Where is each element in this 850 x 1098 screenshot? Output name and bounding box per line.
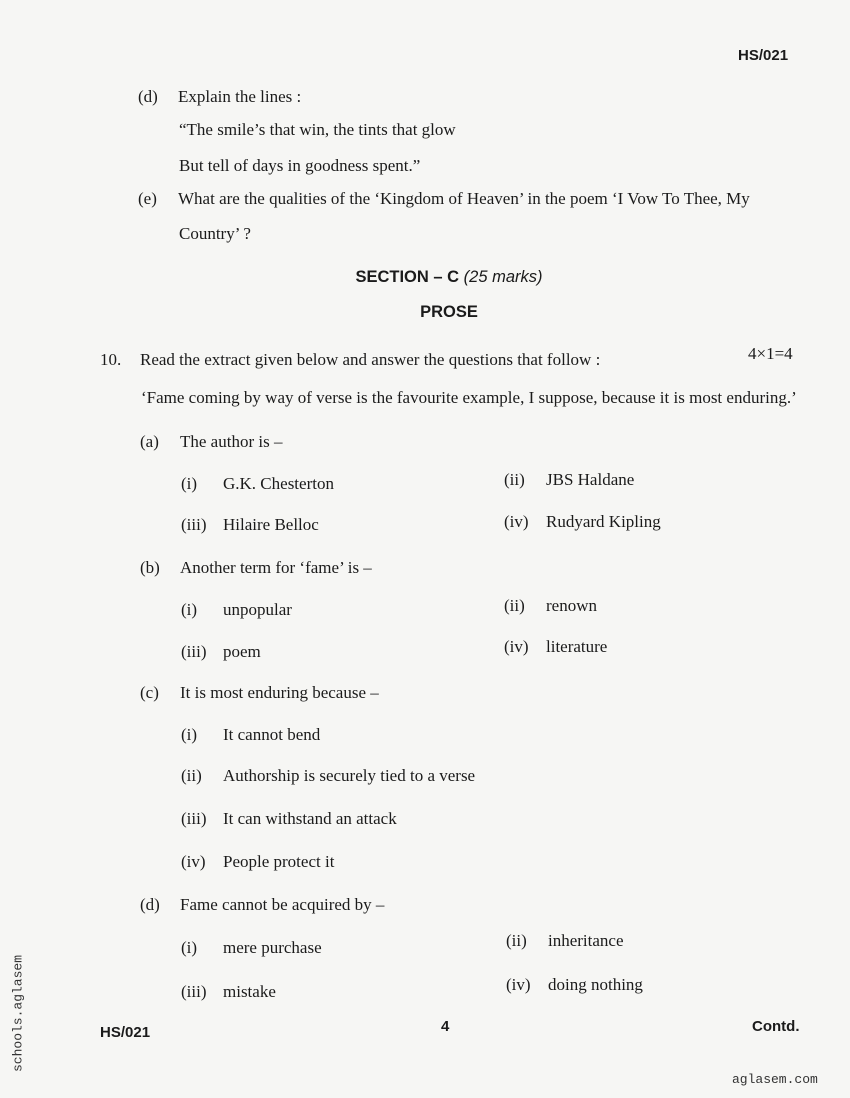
option-number: (iv) [504,637,529,656]
option-number: (i) [181,474,198,493]
part-d-question [138,87,301,107]
option-number: (iv) [504,512,529,531]
q10-c-label: (c) [140,683,159,702]
option-text: renown [546,596,597,615]
option-number: (ii) [504,596,525,615]
option-number: (iii) [181,809,207,828]
q10-heading [100,350,600,370]
q10-a-option-i [181,474,334,494]
option-number: (ii) [504,470,525,489]
poem-line-2: But tell of days in goodness spent.” [179,156,421,175]
option-number: (iii) [181,642,207,661]
q10-c-question [140,683,379,703]
q10-d-question [140,895,384,915]
q10-b-text: Another term for ‘fame’ is – [180,558,372,577]
q10-d-option-i [181,938,322,958]
q10-d-label: (d) [140,895,160,914]
q10-c-option-i [181,725,320,745]
option-text: Rudyard Kipling [546,512,661,531]
q10-b-option-i [181,600,292,620]
bottom-watermark: aglasem.com [732,1072,818,1087]
option-text: It can withstand an attack [223,809,397,828]
option-text: poem [223,642,261,661]
q10-a-option-ii [504,470,634,490]
q10-a-label: (a) [140,432,159,451]
option-number: (i) [181,938,198,957]
paper-code-footer: HS/021 [100,1024,151,1041]
option-text: It cannot bend [223,725,321,744]
side-watermark: schools.aglasem [10,954,26,1073]
option-number: (i) [181,600,198,619]
option-text: unpopular [223,600,292,619]
q10-text: Read the extract given below and answer the questions that follow : [140,350,601,369]
q10-c-option-iv [181,852,334,872]
option-text: G.K. Chesterton [223,474,334,493]
q10-d-option-iii [181,982,276,1002]
option-text: mistake [223,982,276,1001]
section-title [0,268,850,287]
section-subtitle: PROSE [420,303,478,321]
q10-c-option-iii [181,809,397,829]
option-number: (i) [181,725,198,744]
q10-d-option-iv [506,975,643,995]
q10-b-option-iii [181,642,261,662]
part-d-label: (d) [138,87,158,106]
option-text: doing nothing [548,975,643,994]
q10-extract: ‘Fame coming by way of verse is the favourite example, I suppose, because it is most enduring.’ [141,388,797,407]
q10-a-option-iv [504,512,661,532]
part-d-text: Explain the lines : [178,87,302,106]
q10-b-option-ii [504,596,597,616]
poem-line-1: “The smile’s that win, the tints that glow [179,120,456,139]
option-number: (iii) [181,982,207,1001]
part-e-label: (e) [138,189,157,208]
option-number: (iii) [181,515,207,534]
option-text: mere purchase [223,938,322,957]
part-e-text-line2: Country’ ? [179,224,251,243]
option-number: (ii) [181,766,202,785]
option-text: Hilaire Belloc [223,515,319,534]
q10-a-text: The author is – [180,432,283,451]
q10-d-option-ii [506,931,624,951]
part-e-text-line1: What are the qualities of the ‘Kingdom of Heaven’ in the poem ‘I Vow To Thee, My [178,189,750,208]
q10-a-option-iii [181,515,319,535]
q10-b-question [140,558,372,578]
page-number: 4 [441,1018,450,1035]
option-number: (ii) [506,931,527,950]
q10-b-label: (b) [140,558,160,577]
q10-a-question [140,432,282,452]
q10-number: 10. [100,350,122,369]
option-text: inheritance [548,931,624,950]
section-title-marks: (25 marks) [463,268,543,286]
option-text: JBS Haldane [546,470,635,489]
q10-marks: 4×1=4 [748,344,793,363]
option-number: (iv) [181,852,206,871]
option-text: literature [546,637,608,656]
q10-c-option-ii [181,766,475,786]
q10-b-option-iv [504,637,607,657]
section-title-prefix: SECTION – C [355,268,460,286]
part-e-question [138,189,750,209]
option-text: Authorship is securely tied to a verse [223,766,476,785]
option-text: People protect it [223,852,335,871]
q10-d-text: Fame cannot be acquired by – [180,895,385,914]
option-number: (iv) [506,975,531,994]
paper-code-header: HS/021 [738,47,789,64]
q10-c-text: It is most enduring because – [180,683,379,702]
contd-label: Contd. [752,1018,800,1035]
